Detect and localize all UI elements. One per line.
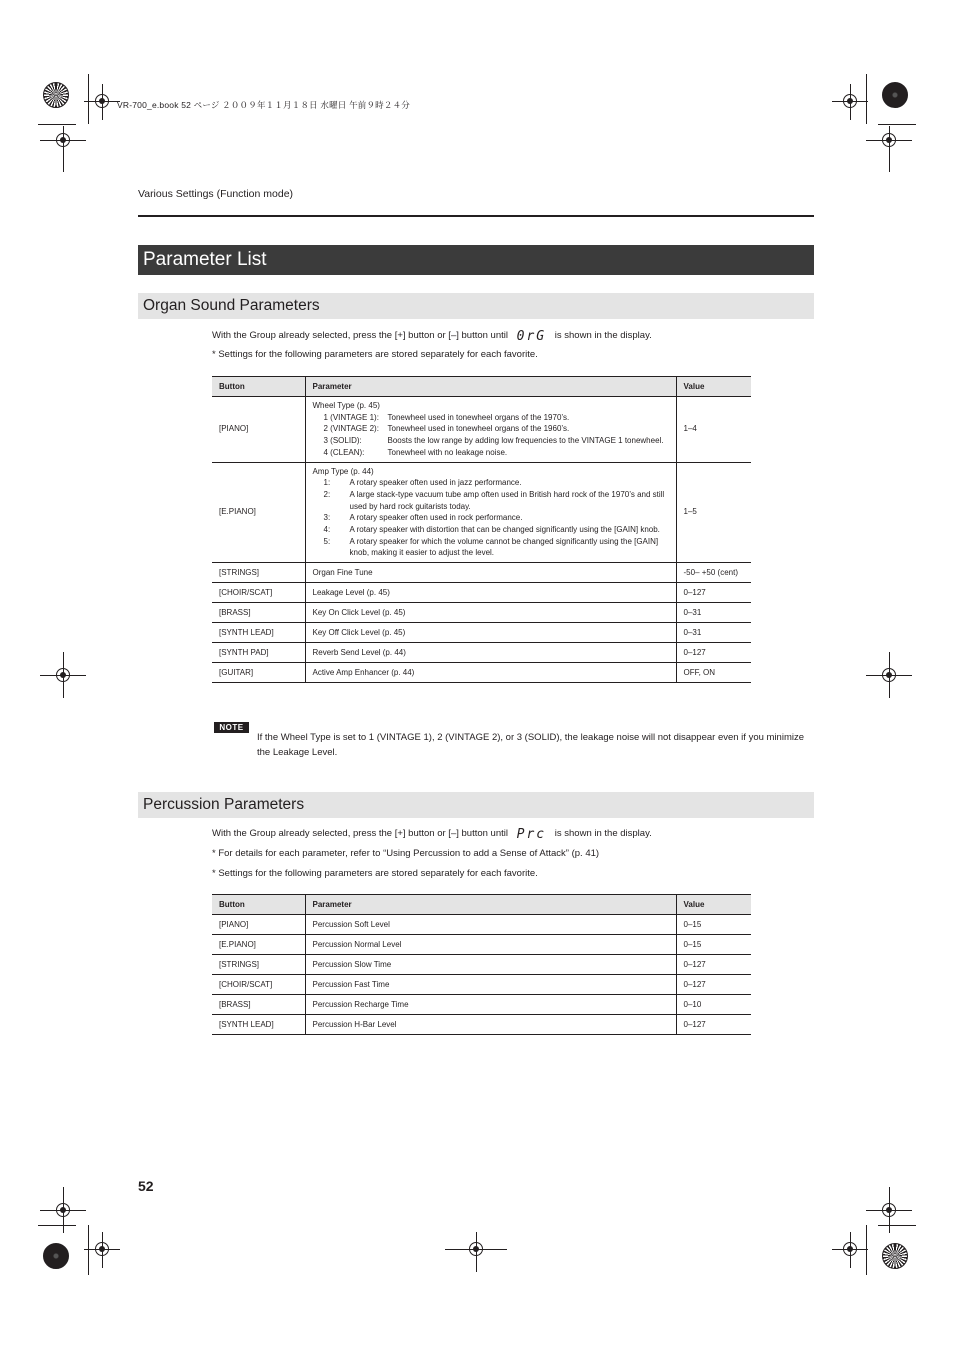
running-head: Various Settings (Function mode) [138, 188, 294, 200]
section-title: Parameter List [138, 245, 814, 275]
percussion-note-1: * For details for each parameter, refer to “Using Percussion to add a Sense of Attack” (p. 41) [212, 848, 600, 859]
option-row: 5: A rotary speaker for which the volume cannot be changed significantly using the [GAIN] knob, making it easier to adjust the level. [323, 536, 659, 558]
table-row [212, 462, 751, 563]
row-value: 0–127 [676, 975, 751, 995]
row-parameter: Percussion Recharge Time [305, 995, 676, 1015]
organ-display-text: 0rG [516, 329, 547, 344]
print-info: VR-700_e.book 52 ページ ２００９年１１月１８日 水曜日 午前９時２４分 [117, 100, 410, 110]
table-row [212, 663, 751, 683]
note-text: If the Wheel Type is set to 1 (VINTAGE 1), 2 (VINTAGE 2), or 3 (SOLID), the leakage noise will not disappear even if you minimize the Leakage Level. [257, 732, 805, 758]
row-value: 0–31 [676, 603, 751, 623]
row-button: [GUITAR] [212, 663, 305, 683]
column-header-parameter: Parameter [305, 377, 676, 397]
table-row [212, 915, 751, 935]
row-parameter: Percussion H-Bar Level [305, 1015, 676, 1035]
row-value: 1–5 [676, 462, 751, 563]
row-parameter [305, 462, 676, 563]
registration-disc-icon [882, 1243, 908, 1269]
row-parameter: Reverb Send Level (p. 44) [305, 643, 676, 663]
row-button: [BRASS] [212, 603, 305, 623]
column-header-value: Value [676, 377, 751, 397]
row-button: [SYNTH LEAD] [212, 1015, 305, 1035]
table-row [212, 643, 751, 663]
row-button: [STRINGS] [212, 955, 305, 975]
parameter-title: Wheel Type (p. 45) [312, 401, 380, 410]
table-row [212, 583, 751, 603]
row-button: [BRASS] [212, 995, 305, 1015]
row-value: 0–127 [676, 643, 751, 663]
option-row: 1: A rotary speaker often used in jazz performance. [323, 478, 522, 488]
row-button: [STRINGS] [212, 563, 305, 583]
column-header-value: Value [676, 895, 751, 915]
row-parameter: Percussion Normal Level [305, 935, 676, 955]
table-header-row [212, 895, 751, 915]
percussion-parameter-table [212, 894, 751, 1035]
row-parameter: Key On Click Level (p. 45) [305, 603, 676, 623]
row-parameter: Key Off Click Level (p. 45) [305, 623, 676, 643]
organ-parameter-table [212, 376, 751, 683]
organ-intro-before: With the Group already selected, press the [+] button or [–] button until [212, 330, 508, 341]
header-rule [138, 215, 814, 217]
row-parameter: Percussion Fast Time [305, 975, 676, 995]
row-parameter [305, 397, 676, 463]
row-button: [E.PIANO] [212, 462, 305, 563]
row-value: 0–15 [676, 915, 751, 935]
option-row: 1 (VINTAGE 1): Tonewheel used in tonewheel organs of the 1970’s. [323, 412, 570, 422]
row-button: [PIANO] [212, 397, 305, 463]
column-header-parameter: Parameter [305, 895, 676, 915]
row-value: 0–127 [676, 955, 751, 975]
table-row [212, 623, 751, 643]
row-value: 0–31 [676, 623, 751, 643]
row-parameter: Organ Fine Tune [305, 563, 676, 583]
parameter-title: Amp Type (p. 44) [312, 466, 374, 476]
row-parameter: Percussion Soft Level [305, 915, 676, 935]
percussion-note-2: * Settings for the following parameters are stored separately for each favorite. [212, 868, 538, 879]
registration-disc-icon [43, 82, 69, 108]
organ-intro [212, 329, 652, 344]
organ-intro-after: is shown in the display. [554, 330, 652, 341]
row-button: [PIANO] [212, 915, 305, 935]
row-value: -50– +50 (cent) [676, 563, 751, 583]
row-value: 0–10 [676, 995, 751, 1015]
table-row [212, 603, 751, 623]
organ-section-title: Organ Sound Parameters [138, 293, 814, 319]
row-button: [SYNTH PAD] [212, 643, 305, 663]
option-row: 4 (CLEAN): Tonewheel with no leakage noise. [323, 447, 508, 457]
table-row [212, 995, 751, 1015]
registration-disc-icon [882, 82, 908, 108]
option-row: 2: A large stack-type vacuum tube amp often used in British hard rock of the 1970’s and still used by hard rock guitarists today. [323, 489, 665, 511]
table-row [212, 955, 751, 975]
row-value: 0–127 [676, 1015, 751, 1035]
percussion-intro [212, 827, 652, 842]
row-value: 0–127 [676, 583, 751, 603]
row-button: [CHOIR/SCAT] [212, 583, 305, 603]
percussion-intro-before: With the Group already selected, press the [+] button or [–] button until [212, 828, 508, 839]
organ-note: * Settings for the following parameters are stored separately for each favorite. [212, 349, 538, 360]
option-row: 3: A rotary speaker often used in rock performance. [323, 513, 523, 523]
table-row [212, 975, 751, 995]
column-header-button: Button [212, 377, 305, 397]
row-value: 0–15 [676, 935, 751, 955]
table-row [212, 935, 751, 955]
table-row [212, 1015, 751, 1035]
table-row [212, 397, 751, 463]
row-value: OFF, ON [676, 663, 751, 683]
column-header-button: Button [212, 895, 305, 915]
row-parameter: Leakage Level (p. 45) [305, 583, 676, 603]
registration-disc-icon [43, 1243, 69, 1269]
option-row: 2 (VINTAGE 2): Tonewheel used in tonewheel organs of the 1960’s. [323, 424, 570, 434]
note-badge: NOTE [214, 722, 249, 733]
row-button: [CHOIR/SCAT] [212, 975, 305, 995]
row-button: [SYNTH LEAD] [212, 623, 305, 643]
table-row [212, 563, 751, 583]
row-parameter: Percussion Slow Time [305, 955, 676, 975]
page-number: 52 [138, 1178, 154, 1194]
percussion-display-text: Prc [516, 827, 547, 842]
option-row: 3 (SOLID): Boosts the low range by adding low frequencies to the VINTAGE 1 tonewheel. [323, 436, 664, 446]
row-button: [E.PIANO] [212, 935, 305, 955]
row-value: 1–4 [676, 397, 751, 463]
percussion-section-title: Percussion Parameters [138, 792, 814, 818]
row-parameter: Active Amp Enhancer (p. 44) [305, 663, 676, 683]
percussion-intro-after: is shown in the display. [554, 828, 652, 839]
option-row: 4: A rotary speaker with distortion that can be changed significantly using the [GAIN] knob. [323, 525, 660, 535]
table-header-row [212, 377, 751, 397]
